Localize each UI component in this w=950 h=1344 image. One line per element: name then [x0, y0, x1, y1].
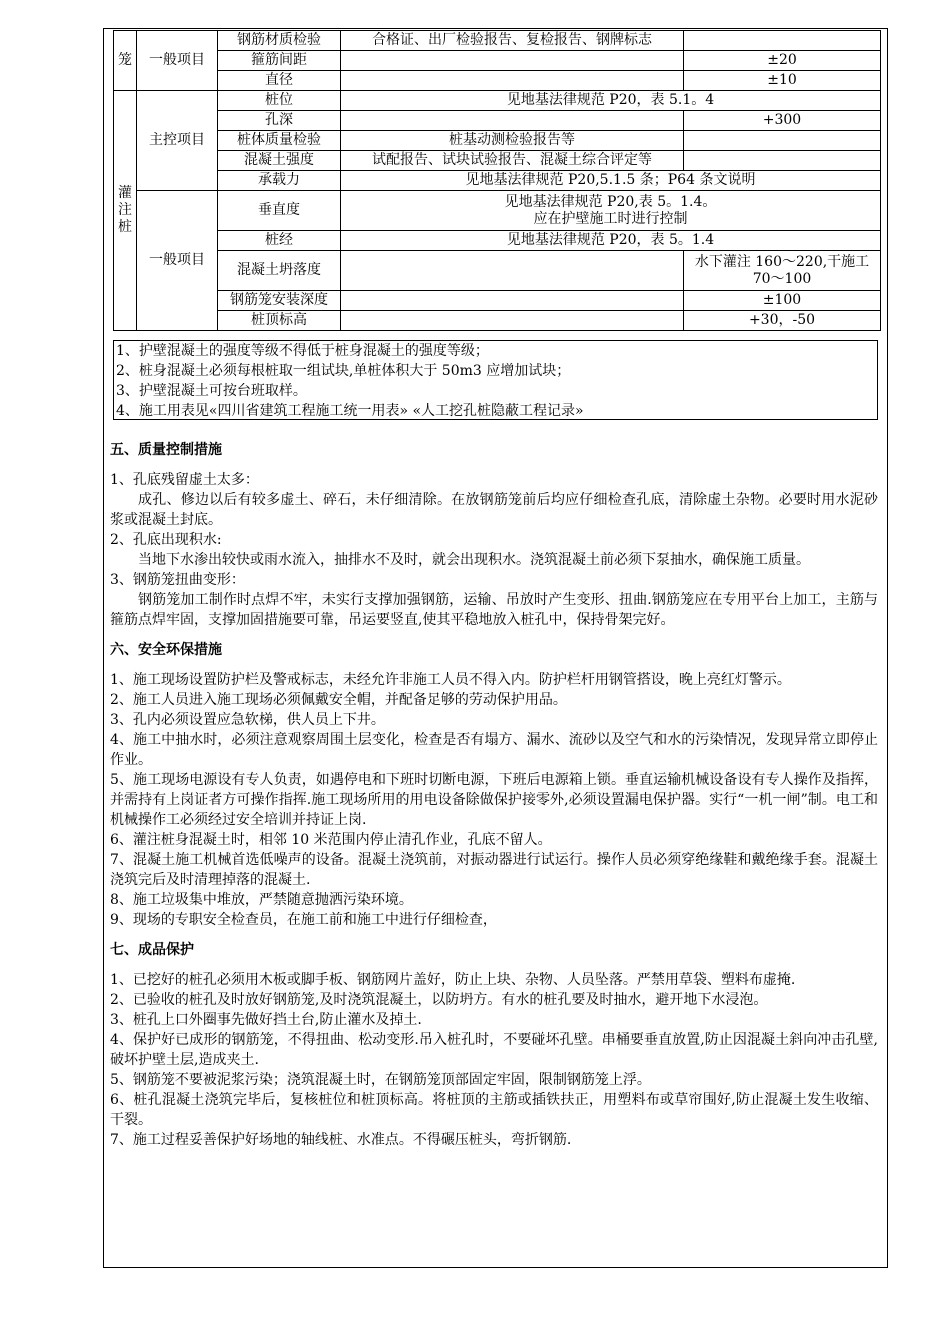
list-item: 3、桩孔上口外圈事先做好挡土台,防止灌水及掉土.: [110, 1012, 422, 1028]
table-cell: [684, 31, 881, 51]
table-cell: 箍筋间距: [218, 51, 341, 71]
list-item: 6、灌注桩身混凝土时，相邻 10 米范围内停止清孔作业，孔底不留人。: [110, 832, 552, 848]
spacer: [110, 930, 878, 940]
table-cell: 合格证、出厂检验报告、复检报告、钢牌标志: [341, 31, 684, 51]
table-row: [114, 151, 881, 171]
table-cell: [684, 151, 881, 171]
list-item: 9、现场的专职安全检查员，在施工前和施工中进行仔细检查，: [110, 912, 497, 928]
table-cell: 孔深: [218, 111, 341, 131]
table-cell: ±20: [684, 51, 881, 71]
cage-label: 笼: [114, 31, 137, 91]
section-title: 七、成品保护: [110, 942, 194, 958]
table-cell: 桩经: [218, 231, 341, 251]
main-items-label: 主控项目: [137, 91, 218, 191]
table-cell: 钢筋笼安装深度: [218, 291, 341, 311]
paragraph: 3、钢筋笼扭曲变形：: [110, 572, 245, 588]
list-item: 2、已验收的桩孔及时放好钢筋笼,及时浇筑混凝土，以防坍方。有水的桩孔要及时抽水，避开地下水浸泡。: [110, 992, 768, 1008]
cell-line: 应在护壁施工时进行控制: [533, 210, 688, 227]
spacer: [110, 630, 878, 640]
spacer: [110, 460, 878, 470]
table-cell: 直径: [218, 71, 341, 91]
table-row: [114, 291, 881, 311]
general-items-label: 一般项目: [137, 191, 218, 331]
list-item: 3、孔内必须设置应急软梯，供人员上下井。: [110, 712, 385, 728]
table-cell: 垂直度: [218, 191, 341, 231]
note-line: 4、施工用表见«四川省建筑工程施工统一用表» «人工挖孔桩隐蔽工程记录»: [116, 403, 584, 419]
table-cell: 桩顶标高: [218, 311, 341, 331]
table-cell: 见地基法律规范 P20,5.1.5 条；P64 条文说明: [341, 171, 881, 191]
section-title: 五、质量控制措施: [110, 442, 222, 458]
cell-line: 水下灌注 160～220,干施工: [694, 253, 870, 270]
spacer: [110, 660, 878, 670]
table-row: [114, 31, 881, 51]
table-row: [114, 231, 881, 251]
notes-box: [113, 340, 878, 420]
table-row: [114, 91, 881, 111]
spacer: [110, 960, 878, 970]
general-items-label: 一般项目: [137, 31, 218, 91]
table-cell: [341, 251, 684, 291]
cell-line: 70～100: [752, 270, 812, 287]
table-cell: +30，-50: [684, 311, 881, 331]
list-item: 7、施工过程妥善保护好场地的轴线桩、水准点。不得碾压桩头，弯折钢筋.: [110, 1132, 572, 1148]
section-title: 六、安全环保措施: [110, 642, 222, 658]
cell-line: 见地基法律规范 P20,表 5。1.4。: [504, 193, 717, 210]
table-cell: 见地基法律规范 P20，表 5。1.4: [341, 231, 881, 251]
table-row: [114, 51, 881, 71]
paragraph: 1、孔底残留虚土太多：: [110, 472, 259, 488]
document-body: [110, 440, 878, 1150]
table-cell: 桩位: [218, 91, 341, 111]
list-item: 5、施工现场电源设有专人负责，如遇停电和下班时切断电源，下班后电源箱上锁。垂直运输机械设备设有专人操作及指挥，并需持有上岗证者方可操作指挥.施工现场所用的用电设备除做保护接零外,必须设置漏电保护器。实行“一机一闸”制。电工和机械操作工必须经过安全培训并持证上岗.: [110, 772, 878, 828]
table-cell: ±100: [684, 291, 881, 311]
list-item: 1、已挖好的桩孔必须用木板或脚手板、钢筋网片盖好，防止上块、杂物、人员坠落。严禁用草袋、塑料布虚掩.: [110, 972, 796, 988]
paragraph: 成孔、修边以后有较多虚土、碎石，未仔细清除。在放钢筋笼前后均应仔细检查孔底，清除虚土杂物。必要时用水泥砂浆或混凝土封底。: [110, 492, 878, 528]
table-cell: +300: [684, 111, 881, 131]
table-cell: [341, 291, 684, 311]
table-row: [114, 171, 881, 191]
table-row: [114, 251, 881, 291]
list-item: 4、施工中抽水时，必须注意观察周围土层变化，检查是否有塌方、漏水、流砂以及空气和水的污染情况，发现异常立即停止作业。: [110, 732, 878, 768]
table-cell: 试配报告、试块试验报告、混凝土综合评定等: [341, 151, 684, 171]
table-cell: 见地基法律规范 P20，表 5.1。4: [341, 91, 881, 111]
list-item: 7、混凝土施工机械首选低噪声的设备。混凝土浇筑前，对振动器进行试运行。操作人员必须穿绝缘鞋和戴绝缘手套。混凝土浇筑完后及时清理掉落的混凝土.: [110, 852, 878, 888]
table-row: [114, 131, 881, 151]
list-item: 1、施工现场设置防护栏及警戒标志，未经允许非施工人员不得入内。防护栏杆用钢管搭设，晚上亮红灯警示。: [110, 672, 791, 688]
table-cell: [341, 111, 684, 131]
table-cell: 桩基动测检验报告等: [341, 131, 684, 151]
table-cell: [684, 251, 881, 291]
table-cell: [341, 311, 684, 331]
list-item: 6、桩孔混凝土浇筑完毕后，复核桩位和桩顶标高。将桩顶的主筋或插铁扶正，用塑料布或草帘围好,防止混凝土发生收缩、干裂。: [110, 1092, 878, 1128]
table-row: [114, 111, 881, 131]
list-item: 8、施工垃圾集中堆放，严禁随意抛洒污染环境。: [110, 892, 413, 908]
table-row: [114, 71, 881, 91]
list-item: 5、钢筋笼不要被泥浆污染；浇筑混凝土时，在钢筋笼顶部固定牢固，限制钢筋笼上浮。: [110, 1072, 651, 1088]
table-cell: [341, 51, 684, 71]
table-cell: [684, 131, 881, 151]
paragraph: 钢筋笼加工制作时点焊不牢，未实行支撑加强钢筋，运输、吊放时产生变形、扭曲.钢筋笼应在专用平台上加工，主筋与箍筋点焊牢固，支撑加固措施要可靠，吊运要竖直,使其平稳地放入桩孔中，保持骨架完好。: [110, 592, 878, 628]
list-item: 4、保护好已成形的钢筋笼，不得扭曲、松动变形.吊入桩孔时，不要碰坏孔壁。串桶要垂直放置,防止因混凝土斜向冲击孔壁,破坏护壁土层,造成夹土.: [110, 1032, 878, 1068]
list-item: 2、施工人员进入施工现场必须佩戴安全帽，并配备足够的劳动保护用品。: [110, 692, 567, 708]
pile-label: 灌注桩: [114, 91, 137, 331]
note-line: 1、护壁混凝土的强度等级不得低于桩身混凝土的强度等级；: [116, 343, 489, 359]
table-row: [114, 191, 881, 231]
note-line: 2、桩身混凝土必须每根桩取一组试块,单桩体积大于 50m3 应增加试块；: [116, 363, 571, 379]
table-row: [114, 311, 881, 331]
table-cell: 混凝土强度: [218, 151, 341, 171]
inspection-table: [113, 30, 881, 331]
table-cell: [341, 71, 684, 91]
paragraph: 2、孔底出现积水:: [110, 532, 222, 548]
note-line: 3、护壁混凝土可按台班取样。: [116, 383, 307, 399]
table-cell: ±10: [684, 71, 881, 91]
paragraph: 当地下水渗出较快或雨水流入，抽排水不及时，就会出现积水。浇筑混凝土前必须下泵抽水，确保施工质量。: [138, 552, 810, 568]
table-cell: [341, 191, 881, 231]
table-cell: 混凝土坍落度: [218, 251, 341, 291]
table-cell: 钢筋材质检验: [218, 31, 341, 51]
table-cell: 承载力: [218, 171, 341, 191]
table-cell: 桩体质量检验: [218, 131, 341, 151]
